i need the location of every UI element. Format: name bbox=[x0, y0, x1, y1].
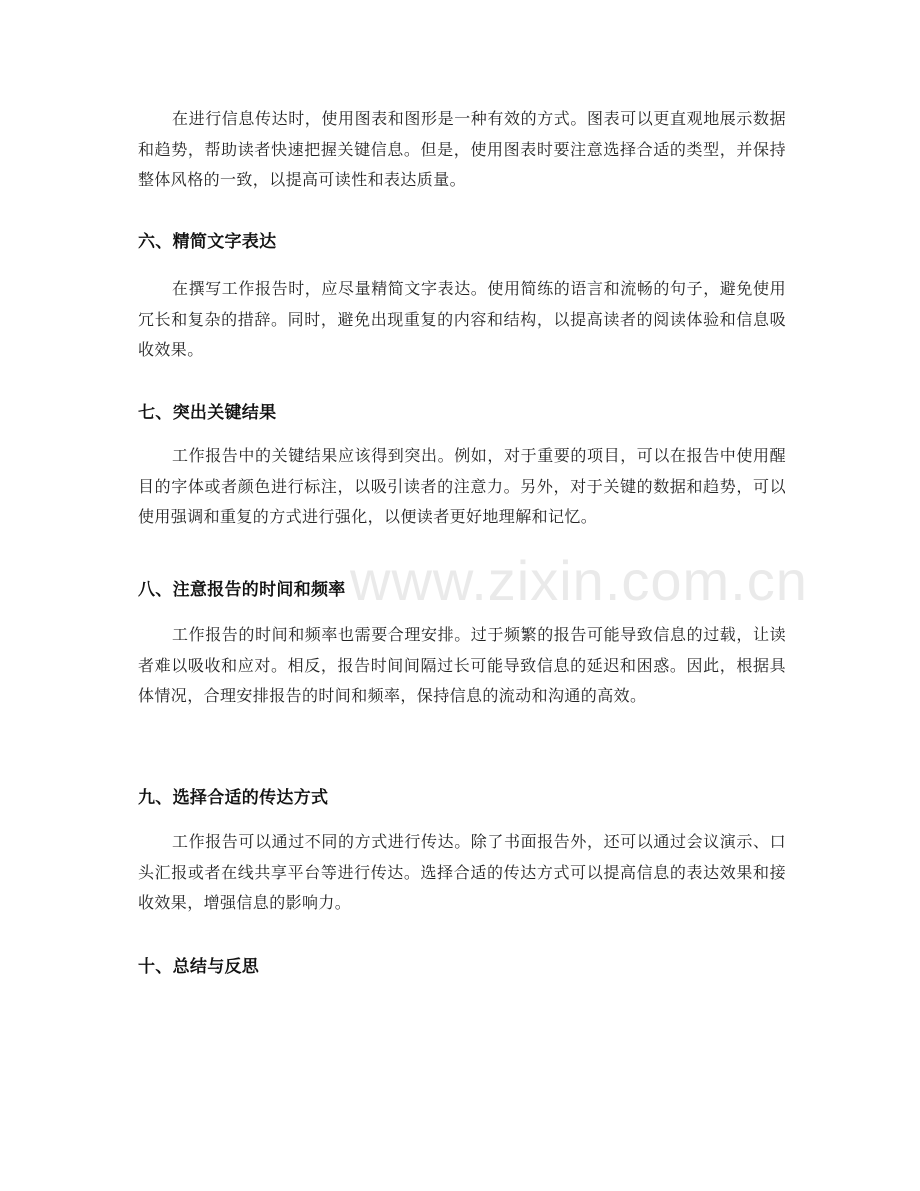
paragraph-intro: 在进行信息传达时，使用图表和图形是一种有效的方式。图表可以更直观地展示数据和趋势，帮助读者快速把握关键信息。但是，使用图表时要注意选择合适的类型，并保持整体风格的一致，以提高可读性和表达质量。 bbox=[138, 109, 786, 189]
section-body-8: 工作报告的时间和频率也需要合理安排。过于频繁的报告可能导致信息的过载，让读者难以吸收和应对。相反，报告时间间隔过长可能导致信息的延迟和困惑。因此，根据具体情况，合理安排报告的时间和频率，保持信息的流动和沟通的高效。 bbox=[138, 625, 786, 705]
section-heading-6: 六、精简文字表达 bbox=[138, 232, 277, 252]
section-body-9: 工作报告可以通过不同的方式进行传达。除了书面报告外，还可以通过会议演示、口头汇报或者在线共享平台等进行传达。选择合适的传达方式可以提高信息的表达效果和接收效果，增强信息的影响力。 bbox=[138, 832, 786, 912]
section-heading-10: 十、总结与反思 bbox=[138, 957, 260, 977]
section-heading-9: 九、选择合适的传达方式 bbox=[138, 788, 329, 808]
section-body-6: 在撰写工作报告时，应尽量精简文字表达。使用简练的语言和流畅的句子，避免使用冗长和复杂的措辞。同时，避免出现重复的内容和结构，以提高读者的阅读体验和信息吸收效果。 bbox=[138, 279, 786, 359]
section-body-7: 工作报告中的关键结果应该得到突出。例如，对于重要的项目，可以在报告中使用醒目的字体或者颜色进行标注，以吸引读者的注意力。另外，对于关键的数据和趋势，可以使用强调和重复的方式进行强化，以便读者更好地理解和记忆。 bbox=[138, 446, 786, 526]
watermark: www.zixin.com.cn bbox=[350, 549, 808, 612]
section-heading-8: 八、注意报告的时间和频率 bbox=[138, 580, 346, 600]
section-heading-7: 七、突出关键结果 bbox=[138, 403, 277, 423]
